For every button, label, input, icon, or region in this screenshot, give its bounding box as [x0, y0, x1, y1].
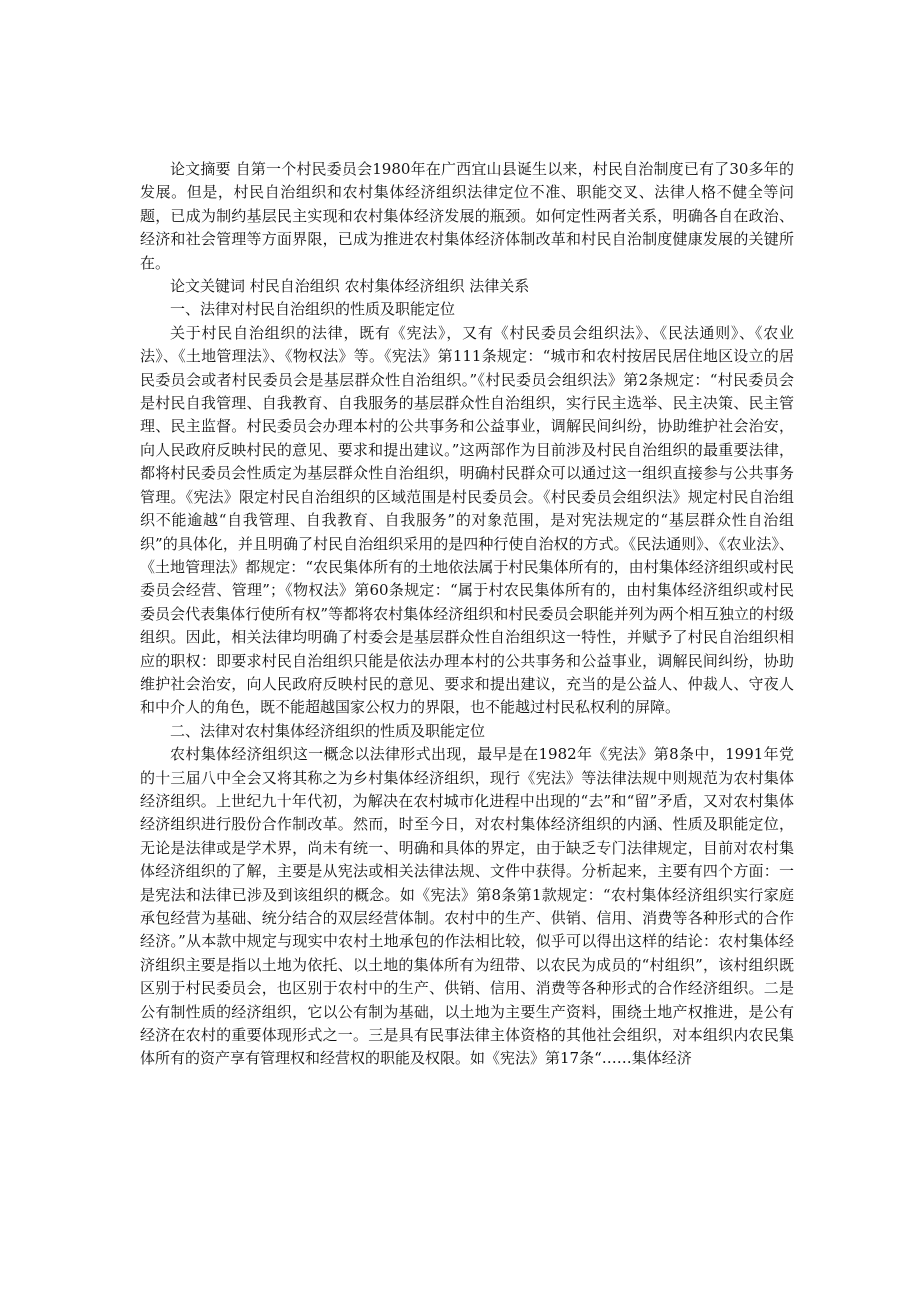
abstract-paragraph: 论文摘要 自第一个村民委员会1980年在广西宜山县诞生以来，村民自治制度已有了30多年的发展。但是，村民自治组织和农村集体经济组织法律定位不准、职能交叉、法律人格不健全等问题，已成为制约基层民主实现和农村集体经济发展的瓶颈。如何定性两者关系，明确各自在政治、经济和社会管理等方面界限，已成为推进农村集体经济体制改革和村民自治制度健康发展的关键所在。	[140, 160, 794, 272]
section2-body: 农村集体经济组织这一概念以法律形式出现，最早是在1982年《宪法》第8条中，1991年党的十三届八中全会又将其称之为乡村集体经济组织，现行《宪法》等法律法规中则规范为农村集体经济组织。上世纪九十年代初，为解决在农村城市化进程中出现的“去”和“留”矛盾，又对农村集体经济组织进行股份合作制改革。然而，时至今日，对农村集体经济组织的内涵、性质及职能定位，无论是法律或是学术界，尚未有统一、明确和具体的界定，由于缺乏专门法律规定，目前对农村集体经济组织的了解，主要是从宪法或相关法律法规、文件中获得。分析起来，主要有四个方面：一是宪法和法律已涉及到该组织的概念。如《宪法》第8条第1款规定：“农村集体经济组织实行家庭承包经营为基础、统分结合的双层经营体制。农村中的生产、供销、信用、消费等各种形式的合作经济。”从本款中规定与现实中农村土地承包的作法相比较，似乎可以得出这样的结论：农村集体经济组织主要是指以土地为依托、以土地的集体所有为纽带、以农民为成员的“村组织”，该村组织既区别于村民委员会，也区别于农村中的生产、供销、信用、消费等各种形式的合作经济组织。二是公有制性质的经济组织，它以公有制为基础，以土地为主要生产资料，围绕土地产权推进，是公有经济在农村的重要体现形式之一。三是具有民事法律主体资格的其他社会组织，对本组织内农民集体所有的资产享有管理权和经营权的职能及权限。如《宪法》第17条“……集体经济	[140, 745, 794, 1068]
document-page	[140, 158, 794, 1071]
section1-heading: 一、法律对村民自治组织的性质及职能定位	[170, 300, 456, 319]
section1-body: 关于村民自治组织的法律，既有《宪法》，又有《村民委员会组织法》、《民法通则》、《农业法》、《土地管理法》、《物权法》等。《宪法》第111条规定：“城市和农村按居民居住地区设立的居民委员会或者村民委员会是基层群众性自治组织。”《村民委员会组织法》第2条规定：“村民委员会是村民自我管理、自我教育、自我服务的基层群众性自治组织，实行民主选举、民主决策、民主管理、民主监督。村民委员会办理本村的公共事务和公益事业，调解民间纠纷，协助维护社会治安，向人民政府反映村民的意见、要求和提出建议。”这两部作为目前涉及村民自治组织的最重要法律，都将村民委员会性质定为基层群众性自治组织，明确村民群众可以通过这一组织直接参与公共事务管理。《宪法》限定村民自治组织的区域范围是村民委员会。《村民委员会组织法》规定村民自治组织不能逾越“自我管理、自我教育、自我服务”的对象范围，是对宪法规定的“基层群众性自治组织”的具体化，并且明确了村民自治组织采用的是四种行使自治权的方式。《民法通则》、《农业法》、《土地管理法》都规定：“农民集体所有的土地依法属于村民集体所有的，由村集体经济组织或村民委员会经营、管理”；《物权法》第60条规定：“属于村农民集体所有的，由村集体经济组织或村民委员会代表集体行使所有权”等都将农村集体经济组织和村民委员会职能并列为两个相互独立的村级组织。因此，相关法律均明确了村委会是基层群众性自治组织这一特性，并赋予了村民自治组织相应的职权：即要求村民自治组织只能是依法办理本村的公共事务和公益事业，调解民间纠纷，协助维护社会治安，向人民政府反映村民的意见、要求和提出建议，充当的是公益人、仲裁人、守夜人和中介人的角色，既不能超越国家公权力的界限，也不能越过村民私权利的屏障。	[140, 323, 794, 717]
keywords-line: 论文关键词 村民自治组织 农村集体经济组织 法律关系	[170, 277, 530, 296]
section2-heading: 二、法律对农村集体经济组织的性质及职能定位	[170, 721, 486, 740]
